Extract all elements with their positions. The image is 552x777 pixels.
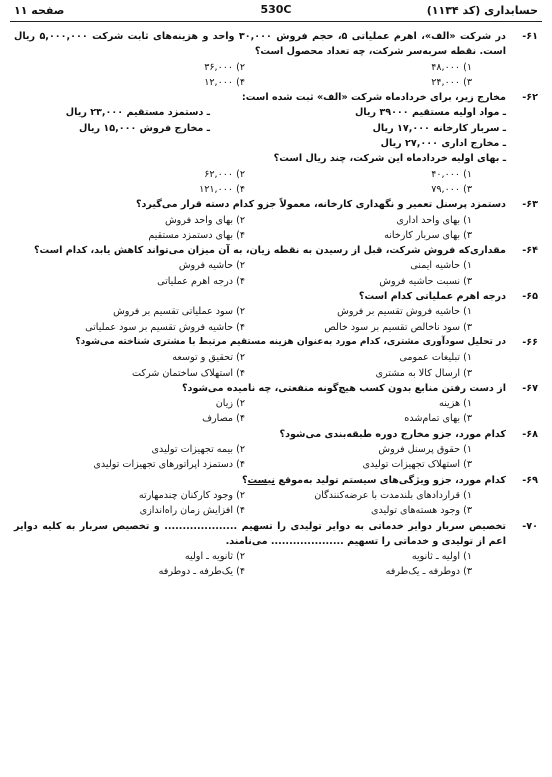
option-1: ۱) ۴۸,۰۰۰ [431,61,472,73]
header-page-number: صفحه ۱۱ [14,4,65,17]
question-number: ۶۲- [522,92,538,104]
question-70 [14,519,538,580]
option-4: ۴) استهلاک ساختمان شرکت [131,367,245,379]
cost-item: ـ مخارج اداری ۲۷,۰۰۰ ریال [380,138,506,150]
option-3: ۳) بهای تمام‌شده [404,413,472,425]
option-3: ۳) نسبت حاشیه فروش [379,275,472,287]
cost-item: ـ مخارج فروش ۱۵,۰۰۰ ریال [79,122,210,134]
question-number: ۷۰- [522,520,538,532]
question-63 [14,197,538,243]
question-66 [14,335,538,381]
cost-item: ـ مواد اولیه مستقیم ۳۹۰۰۰ ریال [354,107,506,119]
option-4: ۴) ۱۲۱,۰۰۰ [199,183,245,195]
option-3: ۳) سود ناخالص تقسیم بر سود خالص [324,321,472,333]
option-3: ۳) استهلاک تجهیزات تولیدی [362,459,472,471]
question-68 [14,427,538,473]
option-1: ۱) اولیه ـ ثانویه [411,551,472,563]
question-text: مخارج زیر، برای خردادماه شرکت «الف» ثبت شده است: [241,92,506,104]
header-divider [10,21,542,22]
option-2: ۲) ۶۲,۰۰۰ [204,168,245,180]
header-subject: حسابداری (کد ۱۱۳۴) [426,4,538,17]
option-1: ۱) هزینه [438,398,472,410]
question-text-main: کدام مورد، جزو ویژگی‌های سیستم تولید به‌موقع [278,474,506,486]
option-4: ۴) دستمزد اپراتورهای تجهیزات تولیدی [93,459,245,471]
option-4: ۴) یک‌طرفه ـ دوطرفه [158,566,245,578]
cost-item: ـ سربار کارخانه ۱۷,۰۰۰ ریال [372,122,506,134]
questions [14,29,538,580]
question-61 [14,29,538,90]
option-2: ۲) تحقیق و توسعه [172,352,245,364]
option-4: ۴) بهای دستمزد مستقیم [148,229,245,241]
option-2: ۲) ۳۶,۰۰۰ [204,61,245,73]
option-4: ۴) مصارف [202,413,245,425]
emphasized-not: نیست [247,474,275,486]
option-3: ۳) ۷۹,۰۰۰ [431,183,472,195]
question-text: تخصیص سربار دوایر خدماتی به دوایر تولیدی را تسهیم .................... و تخصیص سربار به کلیه دوایر اعم از تولیدی و خدماتی را تسهیم .................... می‌نامند. [14,520,506,547]
option-3: ۳) وجود هسته‌های تولیدی [371,505,472,517]
option-3: ۳) دوطرفه ـ یک‌طرفه [385,566,472,578]
question-number: ۶۶- [522,336,538,348]
header-code: 530C [260,3,292,16]
question-number: ۶۱- [522,31,538,42]
option-1: ۱) حقوق پرسنل فروش [378,444,472,456]
question-text [14,473,506,488]
page-header [14,2,538,20]
option-2: ۲) سود عملیاتی تقسیم بر فروش [113,306,245,318]
question-62 [14,90,538,197]
question-mark: ؟ [241,474,248,486]
question-text: از دست رفتن منابع بدون کسب هیچ‌گونه منفعتی، چه نامیده می‌شود؟ [181,382,506,394]
option-3: ۳) ۲۴,۰۰۰ [431,76,472,88]
question-67 [14,381,538,427]
question-number: ۶۵- [522,291,538,303]
question-text: مقداری‌که فروش شرکت، قبل از رسیدن به نقطه زیان، به آن میزان می‌تواند کاهش یابد، کدام است؟ [33,245,506,257]
option-4: ۴) حاشیه فروش تقسیم بر سود عملیاتی [85,321,245,333]
option-1: ۱) تبلیغات عمومی [399,352,472,364]
question-text: در تحلیل سودآوری مشتری، کدام مورد به‌عنوان هزینه مستقیم مرتبط با مشتری شناخته می‌شود؟ [75,336,506,347]
question-number: ۶۸- [522,428,538,440]
option-3: ۳) ارسال کالا به مشتری [375,367,472,379]
question-64 [14,243,538,289]
question-number: ۶۴- [522,245,538,257]
option-2: ۲) حاشیه فروش [178,260,245,272]
option-2: ۲) وجود کارکنان چندمهارته [138,489,245,501]
option-3: ۳) بهای سربار کارخانه [384,229,472,241]
question-number: ۶۷- [522,382,538,394]
question-65 [14,289,538,335]
option-1: ۱) بهای واحد اداری [396,214,472,226]
option-4: ۴) افزایش زمان راه‌اندازی [139,505,245,517]
question-prompt: ـ بهای اولیه خردادماه این شرکت، چند ریال است؟ [273,153,506,165]
option-1: ۱) ۴۰,۰۰۰ [431,168,472,180]
question-text: در شرکت «الف»، اهرم عملیاتی ۵، حجم فروش ۳۰,۰۰۰ واحد و هزینه‌های ثابت شرکت ۵,۰۰۰,۰۰۰ ریال است. نقطه سربه‌سر شرکت، چه تعداد محصول است؟ [14,31,506,58]
cost-item: ـ دستمزد مستقیم ۲۳,۰۰۰ ریال [65,107,210,119]
option-4: ۴) درجه اهرم عملیاتی [157,275,245,287]
option-2: ۲) ثانویه ـ اولیه [184,551,245,563]
question-text: کدام مورد، جزو مخارج دوره طبقه‌بندی می‌شود؟ [279,428,506,440]
option-1: ۱) حاشیه ایمنی [410,260,472,272]
option-2: ۲) بهای واحد فروش [164,214,245,226]
option-1: ۱) قراردادهای بلندمدت با عرضه‌کنندگان [314,489,472,501]
option-2: ۲) زیان [215,398,245,410]
option-4: ۴) ۱۲,۰۰۰ [204,76,245,88]
option-1: ۱) حاشیه فروش تقسیم بر فروش [337,306,472,318]
question-number: ۶۹- [522,474,538,486]
option-2: ۲) بیمه تجهیزات تولیدی [151,444,245,456]
question-text: درجه اهرم عملیاتی کدام است؟ [358,291,506,303]
question-number: ۶۳- [522,199,538,211]
question-text: دستمزد پرسنل تعمیر و نگهداری کارخانه، معمولاً جزو کدام دسته قرار می‌گیرد؟ [135,199,506,211]
question-69 [14,473,538,519]
